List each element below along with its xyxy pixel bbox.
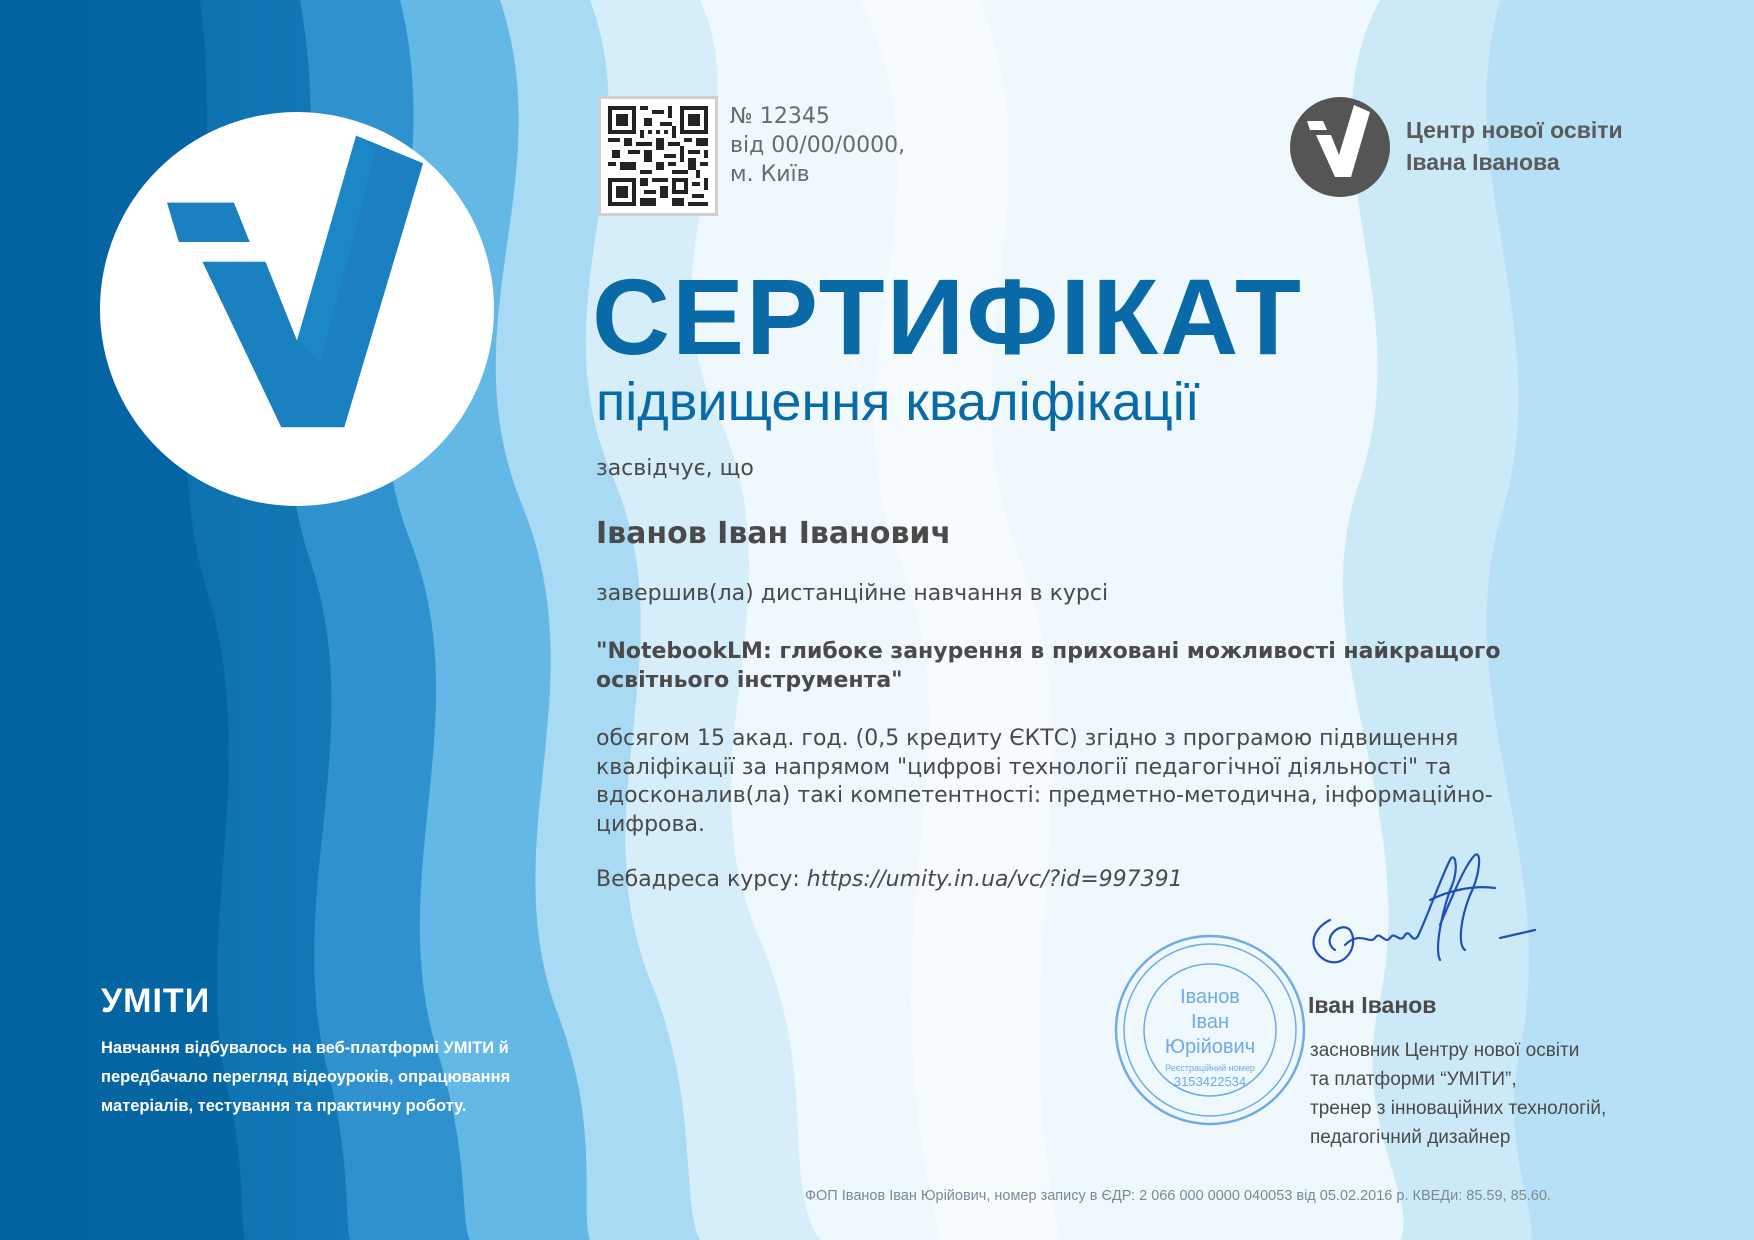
certificate-title: СЕРТИФІКАТ — [592, 256, 1303, 377]
org-name-line2: Івана Іванова — [1406, 149, 1560, 175]
certificate-subtitle: підвищення кваліфікації — [596, 372, 1200, 432]
platform-note: Навчання відбувалось на веб-платформі УМІТИ й передбачало перегляд відеоуроків, опрацювання матеріалів, тестування та практичну роботу. — [101, 1039, 511, 1115]
signer-name: Іван Іванов — [1308, 992, 1437, 1018]
stamp-line3: Юрійович — [1164, 1036, 1256, 1058]
stamp-line1: Іванов — [1180, 986, 1240, 1008]
stamp-line2: Іван — [1190, 1011, 1230, 1033]
signature — [1300, 850, 1550, 990]
person-name: Іванов Іван Іванович — [596, 516, 952, 551]
legal-footer: ФОП Іванов Іван Юрійович, номер запису в ЄДР: 2 066 000 0000 040053 від 05.02.2016 р. КВЕДи: 85.59, 85.60. — [805, 1188, 1551, 1204]
scope-text: обсягом 15 акад. год. (0,5 кредиту ЄКТС) згідно з програмою підвищення кваліфікації за напрямом "цифрові технології педагогічної діяльності" та вдосконалив(ла) такі компетентності: предметно-методична, інформаційно-цифрова. — [596, 726, 1493, 837]
completed-text: завершив(ла) дистанційне навчання в курсі — [596, 581, 1109, 606]
certificate-number: № 12345 — [730, 104, 830, 129]
platform-brand: УМІТИ — [101, 982, 211, 1020]
stamp-reg-label: Реєстраційний номер — [1165, 1063, 1255, 1073]
course-title: "NotebookLM: глибоке занурення в приховані можливості найкращого освітнього інструмента" — [596, 639, 1501, 693]
certificate-city: м. Київ — [730, 162, 810, 187]
certificate-date: від 00/00/0000, — [730, 133, 906, 158]
course-url[interactable]: https://umity.in.ua/vc/?id=997391 — [806, 867, 1183, 892]
web-address-label: Вебадреса курсу: — [596, 867, 800, 892]
qr-code-icon — [598, 96, 718, 216]
org-name — [1406, 114, 1623, 178]
org-logo-icon — [1290, 97, 1390, 197]
certifies-text: засвідчує, що — [596, 456, 754, 481]
signer-role-line: засновник Центру нової освіти — [1310, 1040, 1580, 1061]
signer-role — [1310, 1036, 1606, 1152]
certificate-meta — [730, 102, 905, 189]
signer-role-line: педагогічний дизайнер — [1310, 1127, 1511, 1148]
official-stamp — [1110, 930, 1310, 1130]
stamp-reg-number: 3153422534 — [1173, 1074, 1247, 1089]
main-logo-icon — [100, 112, 494, 506]
course-web-address — [596, 866, 1183, 895]
signer-role-line: тренер з інноваційних технологій, — [1310, 1098, 1607, 1119]
org-name-line1: Центр нової освіти — [1406, 117, 1623, 143]
signer-role-line: та платформи “УМІТИ”, — [1310, 1069, 1517, 1090]
